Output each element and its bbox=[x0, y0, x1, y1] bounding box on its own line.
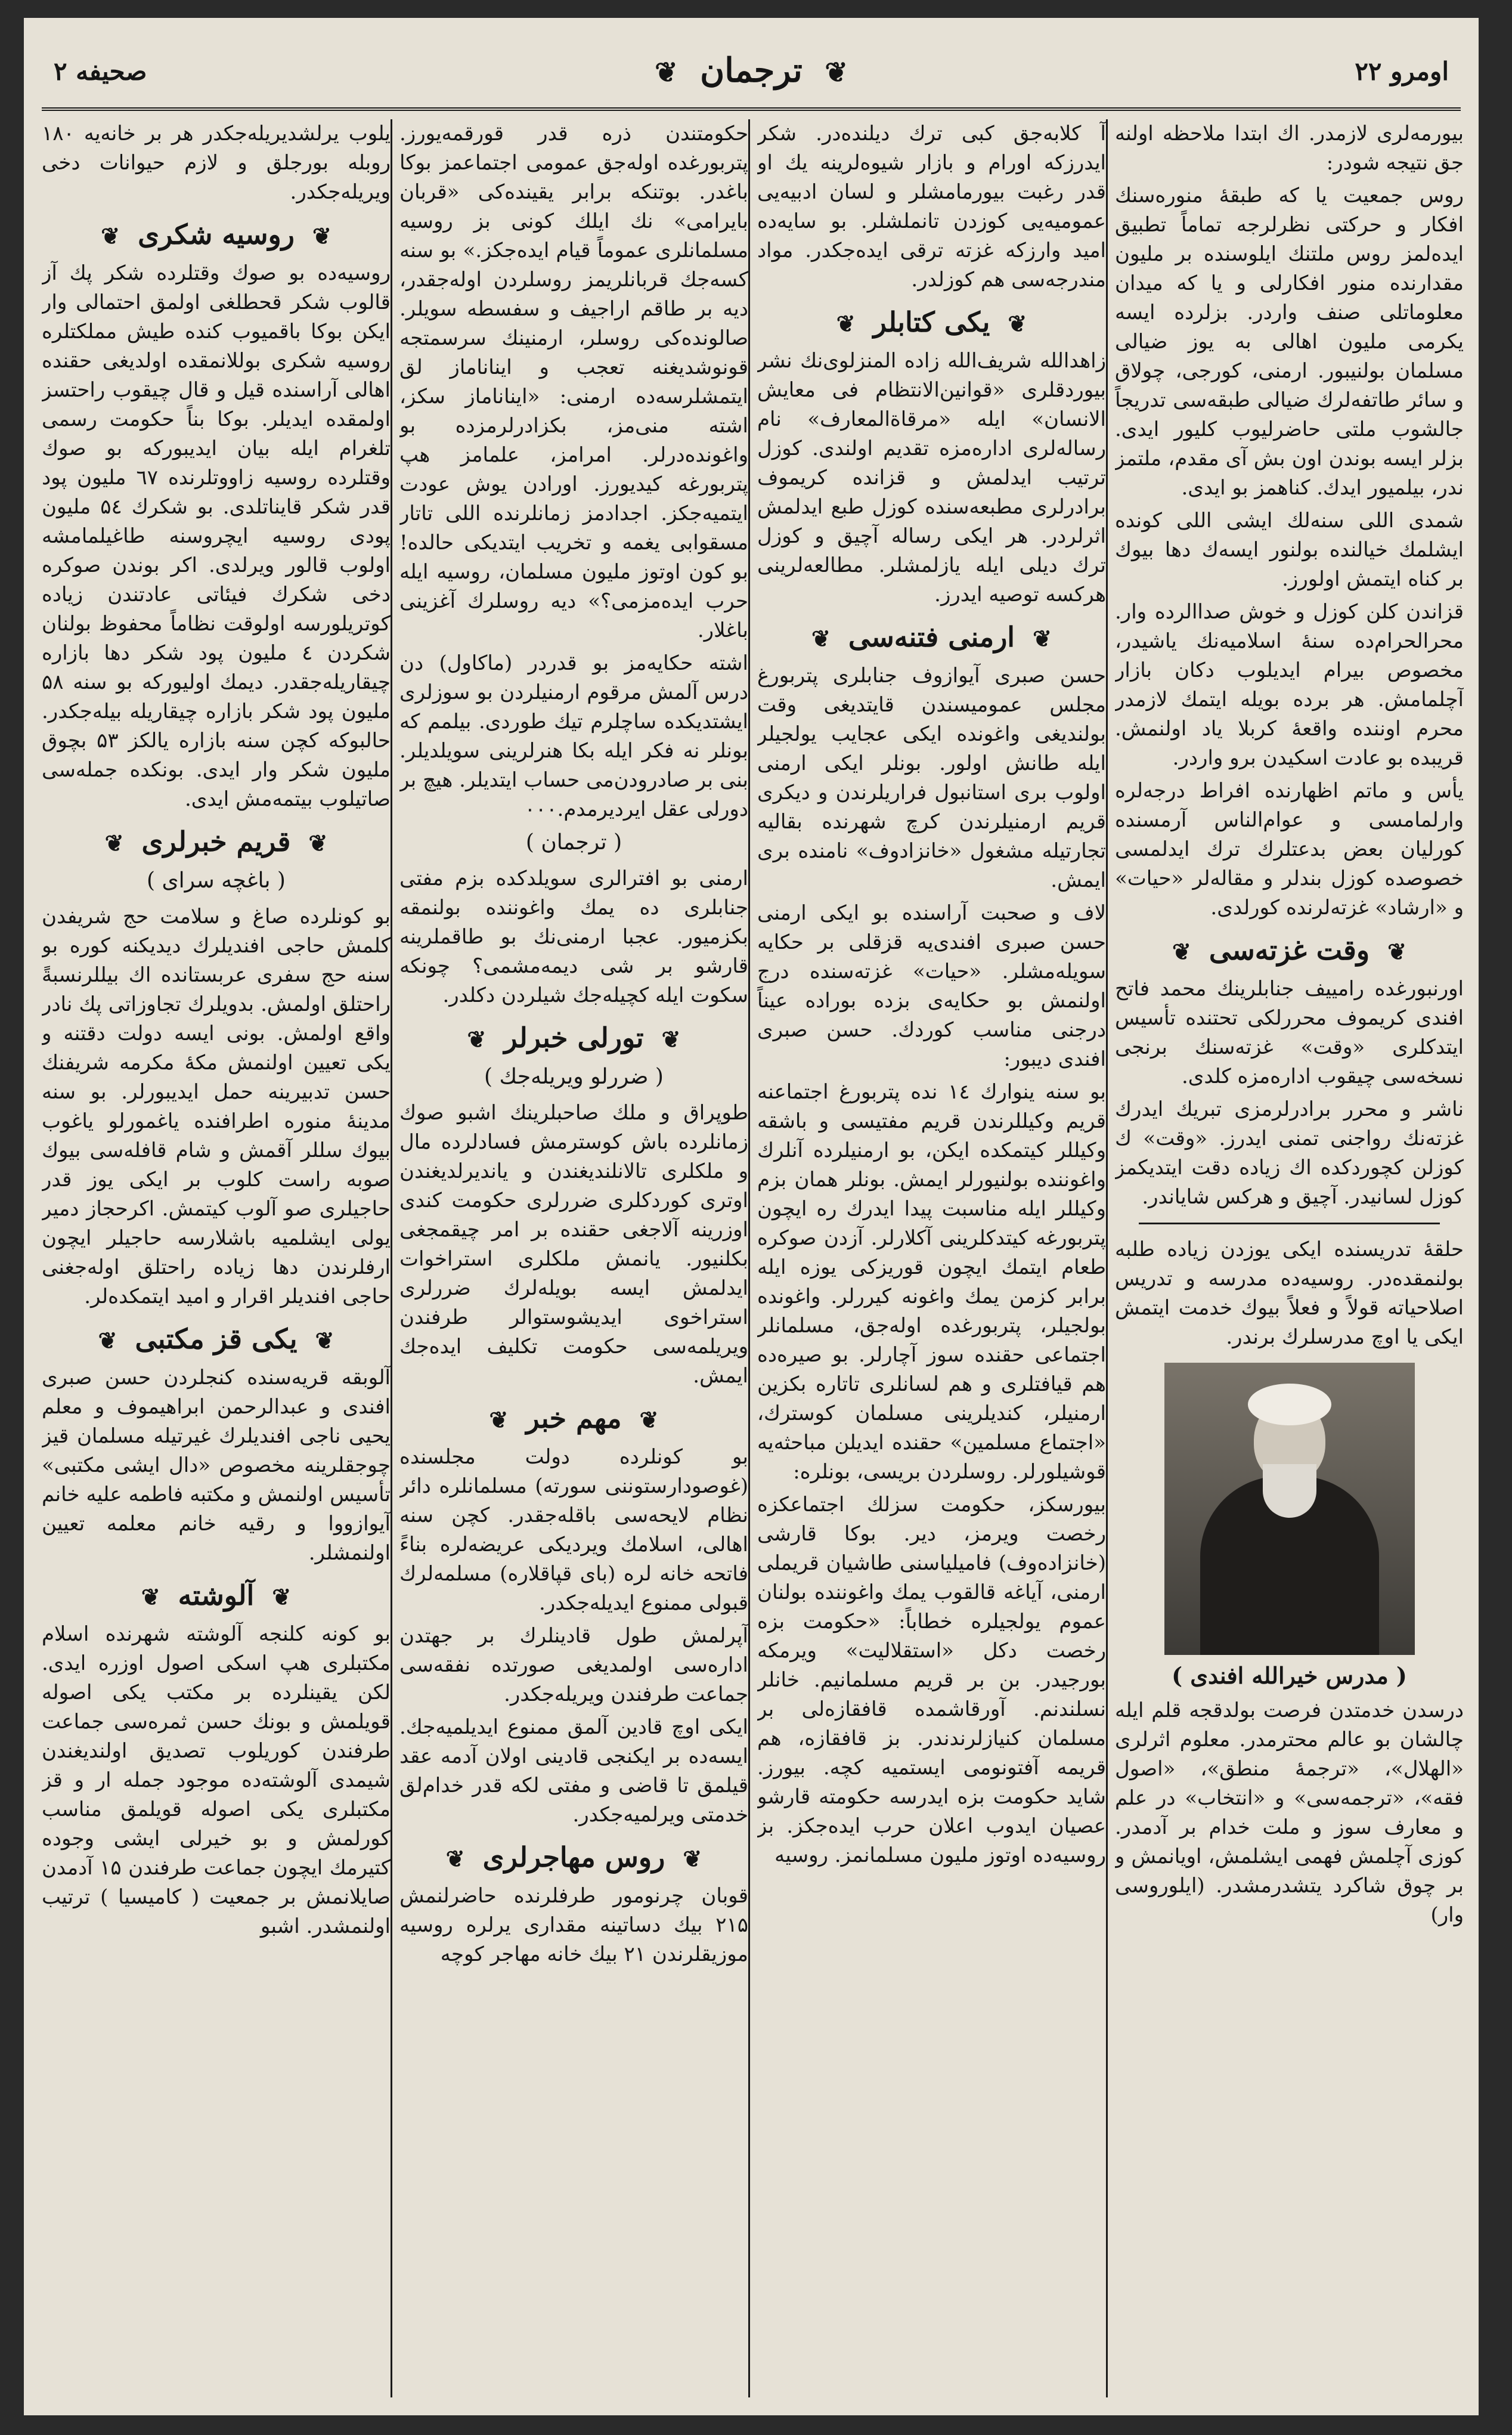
paragraph: بیورسکز، حکومت سزلك اجتماعکزه رخصت ویرمز، دیر. بوکا قارشی (خانزاده‌وف) فامیلیاسنی طاشیان قریملی ارمنی، آیاغه قالقوب یمك واغوننده بولنان عموم یولجیلره خطاباً: «حکومت بزه رخصت دکل «استقلالیت» ویرمکه بورجیدر. بن بر قریم مسلمانیم. خانلر نسلندنم. آورقاشمده قافقازه‌لی بر مسلمان کنیازلرندندر. بز قافقازه، هم قریمه آفتونومی ایستمیه‌ کچه. بیورز. شاید حکومت بزه ایدرسه حکومته قارشو عصیان ایدوب اعلان حرب ایده‌جکز. بز روسیه‌ده اوتوز ملیون مسلمانمز. روسیه bbox=[757, 1493, 1106, 1867]
paragraph: بیورمه‌لری لازمدر. اك ابتدا ملاحظه اولنه جق نتیجه شودر: bbox=[1115, 122, 1464, 175]
ornament-icon: ❦ bbox=[639, 1406, 659, 1433]
column-2 bbox=[757, 119, 1106, 2397]
paragraph: حسن صبری آیوازوف جنابلری پتربورغ مجلس عمومیسندن قایتدیغی وقت بولندیغی واغونده ایکی عجایب یولجیلر ایله طانش اولور. بونلر ایکی ارمنی اولوب بری استانبول فراریلرندن و دیکری قریم ارمنیلرندن کرچ شهرنده بقالیه تجارتیله مشغول «خانزادوف» نامنده بری ایمش. bbox=[757, 664, 1106, 892]
paragraph: آپرلمش طول قادینلرك بر جهتدن اداره‌سی اولمدیغی صورتده نفقه‌سی جماعت طرفندن ویریله‌جکدر. bbox=[399, 1624, 748, 1706]
ornament-icon: ❦ bbox=[104, 830, 124, 856]
paragraph: طوپراق و ملك صاحبلرینك اشبو صوك زمانلرده باش کوسترمش فسادلرده مال و ملکلری تالانلندیغندن و یاندیرلدیغندن اوتری کوردکلری ضررلری حکومت کندی اوزرینه آلاجغی حقنده بر امر چیقمجغی بکلنیور. یانمش ملکلری استراخوات ایدلمش ایسه بویله‌لرك ضررلری استراخوی ایدیشوستوالر طرفندن ویریلمه‌سی حکومت تکلیف ایده‌جك ایمش. bbox=[399, 1101, 748, 1388]
column-3 bbox=[399, 119, 748, 2397]
paragraph: یأس و ماتم اظهارنده افراط درجه‌لره وارلمامسی و عوام‌الناس آرمسنده کورلیان بعض بدعتلرك ترك ایدلمسی خصوصده کوزل بندلر و مقاله‌لر «حیات» و «ارشاد» غزته‌لرنده کورلدی. bbox=[1115, 779, 1464, 920]
paragraph: حکومتندن ذره قدر قورقمه‌یورز. پتربورغده اوله‌جق عمومی اجتماعمز بوکا باغدر. بوتنکه برابر یقینده‌کی «قربان بایرامی» نك ایلك کونی بز روسیه مسلمانلری عموماً قیام ایده‌جکز.» بو سنه کسه‌جك قربانلریمز روسلردن اوله‌جقدر، دیه بر طاقم اراجیف و سفسطه سویلر. صالونده‌کی روسلر، ارمنینك سرسمتجه قونوشدیغنه تعجب و ایناناماز لق ایتمشلرسه‌ده ارمنی: «ایناناماز سکز، اشته منی‌مز، بکزادرلرمزده بو واغونده‌درلر. امرامز، علمامز هپ پتربورغه کیدیورز. اورادن یوش عودت ایتمیه‌جکز. اجدادمز زمانلرنده اللی تاتار مسقوابی یغمه و تخریب ایتدیکی حالده! بو کون اوتوز ملیون مسلمان، روسیه ایله حرب ایده‌مزمی؟» دیه روسلرك آغزینی باغلار. bbox=[399, 122, 748, 642]
heading-text: وقت غزته‌سی bbox=[1209, 934, 1370, 966]
paragraph: روسیه‌ده بو صوك وقتلرده شکر پك آز قالوب شکر قحطلغی اولمق احتمالی وار ایکن بوکا باقمیوب کنده طیش مملکتلره روسیه شکری بوللانمقده اولدیغی حقنده اهالی آراسنده قیل و قال چیقوب راحتسز اولمقده ایدیلر. بوکا بناً حکومت رسمی تلغرام ایله بیان ایدیبورکه بو صوك وقتلرده روسیه زاووتلرنده ٦۷ ملیون پود قدر شکر قایناتلدی. بو شکرك ۵٤ ملیون پودی روسیه ایچروسنه طاغیلمامشه اولوب قالور ویرلدی. اکر بوندن صوکره دخی شکرك فیئاتی عادتندن زیاده کوتریلورسه اولوقت نظاماً محفوظ بولنان شکردن ٤ ملیون پود شکر دها بازاره چیقاریله‌جقدر. دیمك اولیورکه بو سنه ۵۸ ملیون پود شکر بازاره چیقاریله بیله‌جکدر. حالبوکه کچن سنه بازاره یالکز ۵۳ بچوق ملیون شکر وار ایدی. بونکده جمله‌سی صاتیلوب بیتمه‌مش ایدی. bbox=[42, 261, 391, 811]
ornament-icon: ❦ bbox=[141, 1583, 160, 1610]
ornament-icon: ❦ bbox=[683, 1845, 702, 1872]
ornament-icon: ❦ bbox=[1172, 938, 1191, 965]
paragraph: اشته حکایه‌مز بو قدردر (ماکاول) دن درس آلمش مرقوم ارمنیلردن بو سوزلری ایشتدیکده ساچلرم تیك طوردی. بیلمم که بونلر نه فکر ایله بکا هنرلرینی سویلدیلر. بنی بر صادرودن‌می حساب ایتدیلر. هیچ بر دورلی عقل ایردیرمدم.۰۰۰ bbox=[399, 651, 748, 821]
ornament-icon: ❦ bbox=[825, 56, 848, 88]
portrait-figure-turban bbox=[1248, 1384, 1331, 1425]
masthead bbox=[42, 30, 1461, 119]
section-heading bbox=[399, 1843, 748, 1873]
heading-text: قریم خبرلری bbox=[141, 825, 291, 858]
signature: ( ترجمان ) bbox=[525, 830, 622, 855]
ornament-icon: ❦ bbox=[1008, 310, 1027, 337]
section-heading bbox=[42, 1581, 391, 1611]
ornament-icon: ❦ bbox=[272, 1583, 292, 1610]
ornament-icon: ❦ bbox=[655, 56, 678, 88]
subheading: ( باغچه سرای ) bbox=[147, 868, 286, 893]
issue-number: اومرو ۲۲ bbox=[1355, 57, 1449, 86]
heading-text: یکی کتابلر bbox=[873, 306, 990, 338]
paragraph: اورنبورغده رامییف جنابلرینك محمد فاتح افندی کریموف محررلکی تحتنده تأسیس ایتدکلری «وقت» غزته‌سنك برنجی نسخه‌سی چیقوب اداره‌مزه کلدی. bbox=[1115, 977, 1464, 1088]
paragraph: آلوبقه قریه‌سنده کنجلردن حسن صبری افندی و عبدالرحمن ابراهیموف و معلم یحیی ناجی افندیلرك غیرتیله مسلمان قیز چوجقلرینه مخصوص «دال ایشی مکتبی» تأسیس اولنمش و مکتبه فاطمه علیه خانم آیوازووا و رقیه خانم معلمه تعیین اولنمشلر. bbox=[42, 1366, 391, 1565]
column-1 bbox=[1115, 119, 1464, 2397]
title-text: ترجمان bbox=[700, 51, 803, 90]
section-heading bbox=[42, 220, 391, 250]
heading-text: روسیه شکری bbox=[138, 218, 295, 250]
section-heading bbox=[42, 1325, 391, 1355]
ornament-icon: ❦ bbox=[489, 1406, 509, 1433]
page-label: صحیفه ۲ bbox=[54, 57, 147, 86]
ornament-icon: ❦ bbox=[1033, 625, 1052, 652]
paragraph: روس جمعیت یا که طبقهٔ منوره‌سنك افکار و حرکتی نظرلرجه تماماً تطبیق ایده‌لمز روس ملتنك ایلوسنده بر ملیون مقدارنده منور افکارلی و یا که میدان معلوماتلی صنف واردر. بزلرده ایسه یکرمی ملیون اهالی به یوز ضیالی مسلمان بولنیبور. ارمنی، کورجی، چولاق و سائر طاتفه‌لرك ضیالی طبقه‌سی تدریجاً جالشوب ملتی حاضرلیوب کلیور ایدی. بزلر ایسه بوندن اون بش آی مقدم، ملتمز ندر، بیلمیور ایدك. کناهمز بو ایدی. bbox=[1115, 184, 1464, 500]
section-heading bbox=[42, 827, 391, 858]
column-divider bbox=[391, 119, 392, 2397]
subheading: ( ضررلو ویریله‌جك ) bbox=[484, 1065, 664, 1089]
paragraph: بو سنه ینوارك ۱٤ نده پتربورغ اجتماعنه قریم وکیللرندن قریم مفتیسی و باشقه وکیللر کیتمکده ایکن، بو ارمنیلرده آنلرك واغوننده بولنیورلر ایمش. بونلر همان بزم وکیللر ایله مناسبت پیدا ایدرك ره ایچون پتربورغه کیتدکلرینی آکلارلر. آزدن صوکره طعام ایتمك ایچون قوریزکی یوزه ایله برابر کزمن یمك واغونه کیررلر. واغونده بولجیلر، پتربورغده اوله‌جق، مسلمانلر اجتماعی حقنده سوز آچارلر. بو صیره‌ده هم قیافتلری و هم لسانلری تاتاره بکزین ارمنیلر، کندیلرینی مسلمان کوسترك، «اجتماع مسلمین» حقنده ایدیلن مباحثه‌یه قوشیلورلر. روسلردن بریسی، بونلره: bbox=[757, 1080, 1106, 1484]
heading-text: تورلی خبرلر bbox=[504, 1022, 644, 1054]
portrait-photo bbox=[1164, 1363, 1415, 1655]
ornament-icon: ❦ bbox=[101, 222, 120, 249]
separator-rule bbox=[1139, 1223, 1440, 1224]
paragraph: ارمنی بو افترالری سویلدکده بزم مفتی جنابلری ده یمك واغوننده بولنمقه بکزمیور. عجبا ارمنی‌نك بو طاقملرینه قارشو بر شی دیمه‌مشمی؟ چونکه سکوت ایله کچیله‌جك شیلردن دکلدر. bbox=[399, 867, 748, 1007]
paragraph: حلقهٔ تدریسنده ایکی یوزدن زیاده طلبه بولنمقده‌در. روسیه‌ده مدرسه و تدریس اصلاحیاته قولاً و فعلاً بیوك خدمت ایتمش ایکی یا اوچ مدرسلرك برندر. bbox=[1115, 1237, 1464, 1349]
portrait-figure-beard bbox=[1263, 1464, 1316, 1518]
paragraph: ناشر و محرر برادرلرمزی تبریك ایدرك غزته‌نك رواجنی تمنی ایدرز. «وقت» ك کوزلن کچوردکده اك زیاده دقت ایتدیکمز کوزل لسانیدر. آچیق و هرکس شایاندر. bbox=[1115, 1097, 1464, 1209]
newspaper-title bbox=[644, 51, 859, 90]
paragraph: زاهدالله شریف‌الله زاده المنزلوی‌نك نشر بیوردقلری «قوانین‌الانتظام فی معایش الانسان» ایله «مرقاةالمعارف» نام رساله‌لری اداره‌مزه تقدیم اولندی. کوزل ترتیب ایدلمش و قزانده کریموف برادرلری مطبعه‌سنده کوزل طبع ایدلمش اثرلردر. هر ایکی رساله آچیق و کوزل ترك دیلی ایله یازلمشلر. مطالعه‌لرینی هرکسه توصیه ایدرز. bbox=[757, 349, 1106, 607]
paragraph: قوبان چرنومور طرفلرنده حاضرلنمش ۲۱۵ بیك دساتینه مقداری یرلره روسیه موزیقلرندن ۲۱ بیك خانه مهاجر کوچه bbox=[399, 1884, 748, 1966]
ornament-icon: ❦ bbox=[98, 1327, 117, 1354]
column-divider bbox=[1106, 119, 1108, 2397]
heading-text: روس مهاجرلری bbox=[482, 1841, 665, 1873]
ornament-icon: ❦ bbox=[312, 222, 331, 249]
section-heading bbox=[1115, 936, 1464, 966]
paragraph: بو کونلرده صاغ و سلامت حج شریفدن کلمش حاجی افندیلرك دیدیکنه کوره بو سنه حج سفری عربستانده اك بیللرنسبةً راحتلق اولمش. بدویلرك تجاوزاتی پك نادر واقع اولمش. بونی ایسه دولت دقتنه و یکی تعیین اولنمش مکهٔ مکرمه شریفنك حسن تدبیرینه حمل ایدیبورلر. بو سنه مدینهٔ منوره اطرافنده یاغمورلو یاغوب بیوك سللر آقمش و شام قافله‌سی بیوك صوبه راست کلوب بر ایکی یوز قدر حاجیلری صو آلوب کیتمش. اکرحجاز دمیر یولی ایشلمیه باشلارسه حاجیلر ایچون ارفلرندن دها زیاده راحتلق اوله‌جغنی حاجی افندیلر اقرار و امید ایتمکده‌لر. bbox=[42, 905, 391, 1308]
ornament-icon: ❦ bbox=[308, 830, 328, 856]
section-heading bbox=[757, 308, 1106, 338]
paragraph: آ کلابه‌جق کبی ترك دیلنده‌در. شکر ایدرزکه اورام و بازار شیوه‌لرینه یك او قدر رغبت بیورمامشلر و لسان ادبیه‌یی عمومیه‌یی کوزدن تانملشلر. بو سایه‌ده امید وارزکه غزته ترقی ایده‌جکدر. مواد مندرجه‌سی هم کوزلدر. bbox=[757, 122, 1106, 292]
column-4 bbox=[42, 119, 391, 2397]
heading-text: ارمنی فتنه‌سی bbox=[848, 621, 1015, 653]
ornament-icon: ❦ bbox=[1387, 938, 1406, 965]
paragraph: شمدی اللی سنه‌لك ایشی اللی کونده ایشلمك خیالنده بولنور ایسه‌ك دها بیوك بر کناه ایتمش اولورز. bbox=[1115, 509, 1464, 591]
ornament-icon: ❦ bbox=[661, 1026, 681, 1053]
heading-text: مهم خبر bbox=[526, 1402, 622, 1434]
paragraph: بو کونه کلنجه آلوشته شهرنده اسلام مکتبلری هپ اسکی اصول اوزره ایدی. لکن یقینلرده بر مکتب یکی اصوله قویلمش و بونك حسن ثمره‌سی جماعت طرفندن کوریلوب تصدیق اولندیغندن شیمدی آلوشته‌ده موجود جمله ار و قز مکتبلری یکی اصوله قویلمق مناسب کورلمش و بو خیرلی ایشی وجوده کتیرمك ایچون جماعت طرفندن ۱۵ آدمدن صایلانمش بر جمعیت ( کامیسیا ) ترتیب اولنمشدر. اشبو bbox=[42, 1622, 391, 1938]
paragraph: ایکی اوچ قادین آلمق ممنوع ایدیلمیه‌جك. ایسه‌ده بر ایکنجی قادینی اولان آدمه عقد قیلمق تا قاضی و مفتی لکه قدر خدام‌لق خدمتی ویرلمیه‌جکدر. bbox=[399, 1715, 748, 1827]
section-heading bbox=[399, 1404, 748, 1434]
paragraph: قزاندن کلن کوزل و خوش صداالرده وار. محرالحرام‌ده سنهٔ اسلامیه‌نك یاشیدر، مخصوص بیرام ایدیلوب دکان بازار آچلمامش. هر برده بویله ایتمك لازمدر محرم اوننده واقعهٔ کربلا یاد اولنمش. قریبده بو عادت اسکیدن برو واردر. bbox=[1115, 600, 1464, 770]
ornament-icon: ❦ bbox=[315, 1327, 334, 1354]
section-heading bbox=[757, 623, 1106, 653]
heading-text: یکی قز مکتبی bbox=[135, 1323, 298, 1355]
ornament-icon: ❦ bbox=[836, 310, 856, 337]
paragraph: بو کونلرده دولت مجلسنده (غوصودارستوننی سورته) مسلمانلره دائر نظام لایحه‌سی باقله‌جقدر. کچن سنه اهالی، اسلامك ویردیکی عریضه‌لره بناءً فاتحه خانه لره (بای قپاقلاره) مسلمه‌لرك قبولی ممنوع ایدیله‌جکدر. bbox=[399, 1445, 748, 1615]
paragraph: لاف و صحبت آراسنده بو ایکی ارمنی حسن صبری افندی‌یه قزقلی بر حکایه سویله‌مشلر. «حیات» غزته‌سنده درج اولنمش بو حکایه‌ی بزده بوراده عیناً درجنی مناسب کوردك. حسن صبری افندی دیبور: bbox=[757, 901, 1106, 1071]
header-rule bbox=[42, 107, 1461, 111]
section-heading bbox=[399, 1023, 748, 1054]
heading-text: آلوشته bbox=[178, 1579, 255, 1611]
photo-caption: ( مدرس خیرالله افندی ) bbox=[1172, 1662, 1407, 1689]
ornament-icon: ❦ bbox=[811, 625, 831, 652]
newspaper-page bbox=[24, 18, 1479, 2415]
column-divider bbox=[748, 119, 750, 2397]
paragraph: یلوب یرلشدیریله‌جکدر هر بر خانه‌یه ۱۸۰ روبله بورجلق و لازم حیوانات دخی ویریله‌جکدر. bbox=[42, 122, 391, 204]
paragraph: درسدن خدمتدن فرصت بولدقجه قلم ایله چالشان بو عالم محترمدر. معلوم اثرلری «الهلال»، «ترجمهٔ منطق»، «اصول فقه»، «ترجمه‌سی» و «انتخاب» در علم و معارف سوز و ملت خدام بر آدمدر. کوزی آچلمش فهمی ایشلمش، اویانمش و بر چوق شاکرد یتشدرمشدر. (ایلوروسی وار) bbox=[1115, 1698, 1464, 1927]
ornament-icon: ❦ bbox=[467, 1026, 487, 1053]
ornament-icon: ❦ bbox=[445, 1845, 465, 1872]
